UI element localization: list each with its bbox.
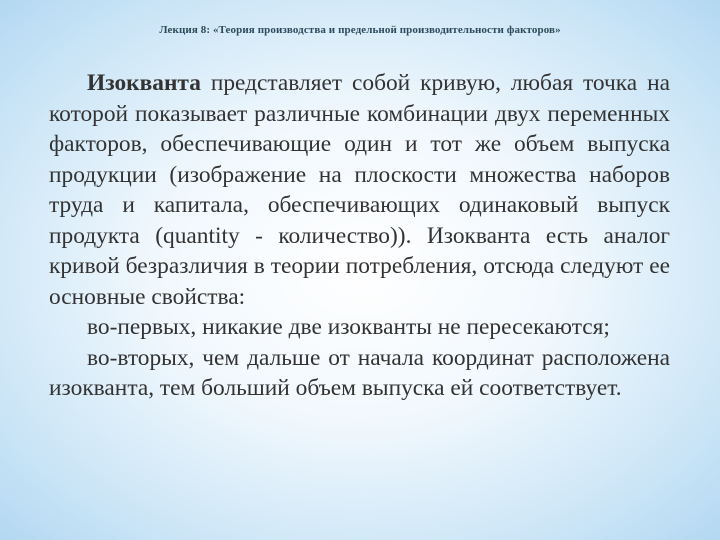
paragraph-definition [49,68,670,312]
lecture-header: Лекция 8: «Теория производства и предельной производительности факторов» [159,24,561,36]
property-first: во-первых, никакие две изокванты не пересекаются; [87,314,610,340]
slide-body [49,68,670,404]
term-isoquant: Изокванта [87,70,201,96]
definition-text: представляет собой кривую, любая точка на которой показывает различные комбинации двух переменных факторов, обеспечивающие один и тот же объем выпуска продукции (изображение на плоскости множества наборов труда и капитала, обеспечивающих одинаковый выпуск продукта (quantity - количество)). Изокванта есть аналог кривой безразличия в теории потребления, отсюда следуют ее основные свойства: [49,70,670,310]
property-second: во-вторых, чем дальше от начала координат расположена изокванта, тем больший объем выпуска ей соответствует. [49,344,670,401]
